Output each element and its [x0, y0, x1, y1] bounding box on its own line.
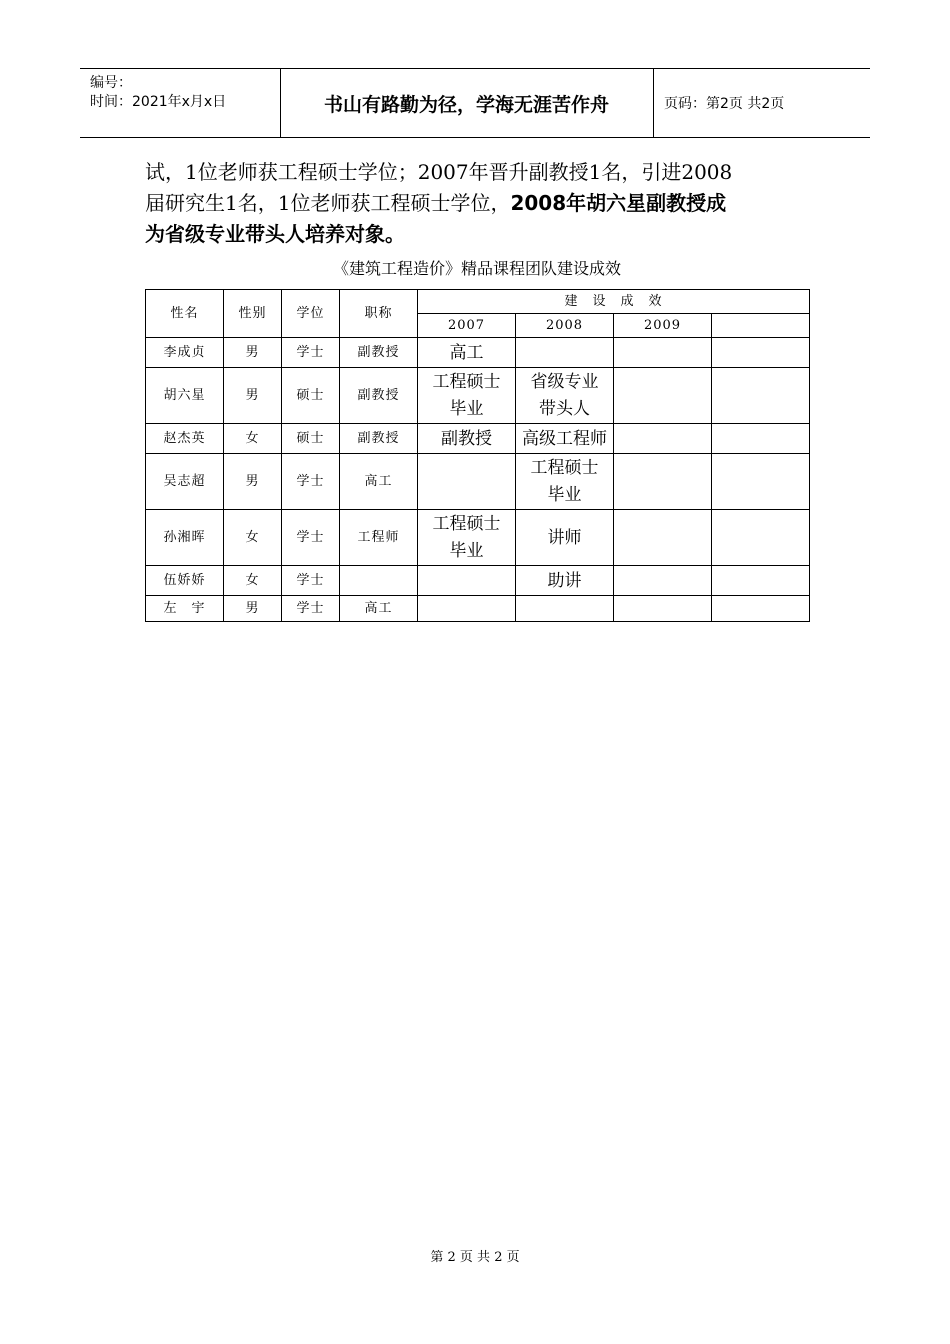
cell-2009 [614, 424, 712, 454]
cell-degree: 硕士 [282, 368, 340, 424]
cell-gender: 女 [224, 566, 282, 596]
cell-2008: 讲师 [516, 510, 614, 566]
cell-2009 [614, 566, 712, 596]
table-row [146, 596, 810, 622]
paragraph-bold-text: 2008年胡六星副教授成 [510, 191, 727, 215]
cell-title: 副教授 [340, 368, 418, 424]
page-footer: 第 2 页 共 2 页 [430, 1250, 520, 1265]
paragraph-line [145, 219, 813, 250]
header-year-2007: 2007 [418, 314, 516, 338]
header-motto: 书山有路勤为径，学海无涯苦作舟 [280, 69, 654, 137]
cell-name: 胡六星 [146, 368, 224, 424]
header-name: 性名 [146, 290, 224, 338]
table-row [146, 454, 810, 510]
cell-gender: 男 [224, 338, 282, 368]
cell-2008: 工程硕士毕业 [516, 454, 614, 510]
table-row [146, 338, 810, 368]
header-gender: 性别 [224, 290, 282, 338]
cell-extra [712, 596, 810, 622]
time-label: 时间：2021年x月x日 [90, 94, 227, 110]
table-header-row [146, 290, 810, 314]
cell-2007: 副教授 [418, 424, 516, 454]
number-label: 编号： [90, 75, 132, 91]
header-blank [712, 314, 810, 338]
cell-title: 高工 [340, 596, 418, 622]
cell-gender: 女 [224, 510, 282, 566]
cell-title [340, 566, 418, 596]
cell-title: 副教授 [340, 338, 418, 368]
cell-2009 [614, 454, 712, 510]
paragraph-bold-text: 为省级专业带头人培养对象。 [145, 222, 405, 246]
cell-gender: 男 [224, 596, 282, 622]
table-title: 《建筑工程造价》精品课程团队建设成效 [332, 259, 621, 278]
cell-2007 [418, 454, 516, 510]
table-row [146, 424, 810, 454]
cell-extra [712, 338, 810, 368]
cell-name: 赵杰英 [146, 424, 224, 454]
table-row [146, 510, 810, 566]
header-degree: 学位 [282, 290, 340, 338]
cell-2008: 助讲 [516, 566, 614, 596]
cell-2009 [614, 368, 712, 424]
cell-extra [712, 454, 810, 510]
cell-2008 [516, 338, 614, 368]
cell-title: 工程师 [340, 510, 418, 566]
cell-extra [712, 424, 810, 454]
cell-degree: 学士 [282, 596, 340, 622]
cell-2007: 工程硕士毕业 [418, 368, 516, 424]
cell-2009 [614, 338, 712, 368]
cell-2008: 省级专业带头人 [516, 368, 614, 424]
cell-name: 李成贞 [146, 338, 224, 368]
cell-degree: 学士 [282, 566, 340, 596]
header-achievements: 建 设 成 效 [418, 290, 810, 314]
header-year-2008: 2008 [516, 314, 614, 338]
header-year-2009: 2009 [614, 314, 712, 338]
table-row [146, 566, 810, 596]
cell-2009 [614, 596, 712, 622]
cell-name: 左 宇 [146, 596, 224, 622]
cell-gender: 男 [224, 368, 282, 424]
cell-degree: 学士 [282, 454, 340, 510]
cell-degree: 学士 [282, 510, 340, 566]
cell-extra [712, 566, 810, 596]
cell-degree: 硕士 [282, 424, 340, 454]
cell-extra [712, 510, 810, 566]
cell-degree: 学士 [282, 338, 340, 368]
header-title: 职称 [340, 290, 418, 338]
cell-2008: 高级工程师 [516, 424, 614, 454]
cell-gender: 女 [224, 424, 282, 454]
team-table [145, 289, 810, 622]
cell-2008 [516, 596, 614, 622]
cell-2007: 工程硕士毕业 [418, 510, 516, 566]
table-row [146, 368, 810, 424]
cell-extra [712, 368, 810, 424]
cell-gender: 男 [224, 454, 282, 510]
header-meta [80, 69, 281, 137]
paragraph-line [145, 188, 813, 219]
header-page-info: 页码：第2页 共2页 [664, 96, 785, 112]
page-header [80, 68, 870, 138]
cell-name: 伍娇娇 [146, 566, 224, 596]
cell-name: 孙湘晖 [146, 510, 224, 566]
cell-name: 吴志超 [146, 454, 224, 510]
cell-title: 副教授 [340, 424, 418, 454]
paragraph-line: 试，1位老师获工程硕士学位；2007年晋升副教授1名，引进2008 [145, 160, 733, 184]
body-paragraph [145, 157, 813, 250]
paragraph-text: 届研究生1名，1位老师获工程硕士学位， [145, 191, 511, 215]
cell-2009 [614, 510, 712, 566]
cell-title: 高工 [340, 454, 418, 510]
cell-2007 [418, 596, 516, 622]
cell-2007 [418, 566, 516, 596]
cell-2007: 高工 [418, 338, 516, 368]
